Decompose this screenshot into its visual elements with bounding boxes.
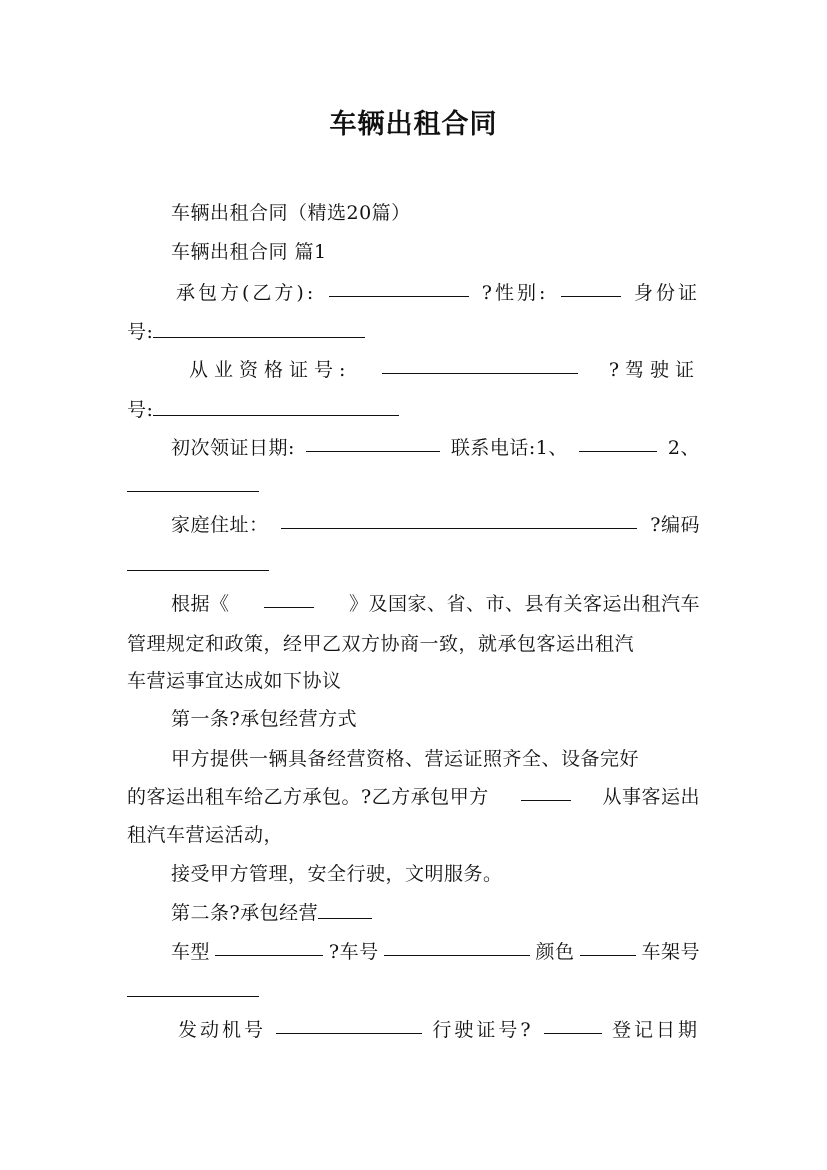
fill-blank — [318, 900, 372, 919]
address-blank — [281, 510, 637, 529]
label: 车架号 — [641, 941, 700, 963]
label: ?编码 — [650, 514, 700, 536]
label: 车型 — [171, 941, 211, 963]
text: 车辆出租合同 篇1 — [171, 241, 327, 263]
text: 租汽车营运活动， — [127, 824, 284, 846]
color-blank — [580, 937, 636, 956]
text: 第一条?承包经营方式 — [171, 708, 358, 730]
paragraph-line — [0, 859, 827, 886]
engine-blank — [276, 1015, 422, 1034]
date-phone-line — [171, 433, 700, 460]
label: 登记日期 — [611, 1019, 700, 1041]
text: 根据《 — [171, 593, 230, 615]
label: ?驾驶证 — [608, 359, 700, 381]
plate-blank — [384, 937, 530, 956]
label: 号: — [127, 399, 154, 421]
phone2-line — [0, 473, 827, 497]
id-blank — [153, 319, 365, 338]
engine-line — [178, 1015, 700, 1042]
section-heading — [0, 237, 827, 264]
text: 甲方提供一辆具备经营资格、营运证照齐全、设备完好 — [171, 748, 640, 770]
license-no-blank — [544, 1015, 602, 1034]
qualification-line — [189, 355, 700, 382]
chassis-line — [0, 978, 827, 1002]
label: ?性别: — [481, 282, 549, 304]
subtitle-line — [0, 198, 827, 225]
label: 承包方(乙方): — [176, 282, 317, 304]
qualification-blank — [382, 355, 578, 374]
text: 车辆出租合同（精选20篇） — [171, 202, 411, 224]
license-number-line — [0, 395, 827, 422]
label: 行驶证号? — [432, 1019, 534, 1041]
name-blank — [329, 278, 469, 297]
label: 初次领证日期: — [171, 437, 295, 459]
paragraph-line — [127, 782, 700, 809]
text: 》及国家、省、市、县有关客运出租汽车 — [348, 593, 700, 615]
label: ?车号 — [328, 941, 379, 963]
paragraph-line — [171, 744, 700, 771]
phone1-blank — [579, 433, 657, 452]
chassis-blank — [127, 978, 259, 997]
label: 颜色 — [535, 941, 575, 963]
date-blank — [306, 433, 440, 452]
paragraph-line — [127, 629, 700, 656]
law-blank — [264, 589, 314, 608]
text: 从事客运出 — [602, 786, 700, 808]
license-blank — [153, 397, 399, 416]
label: 发动机号 — [178, 1019, 267, 1041]
text: 管理规定和政策，经甲乙双方协商一致，就承包客运出租汽 — [127, 633, 635, 655]
fill-blank — [521, 782, 571, 801]
document-title: 车辆出租合同 — [329, 109, 498, 140]
postcode-line — [0, 552, 827, 576]
article-heading — [0, 898, 827, 925]
vehicle-line — [171, 937, 700, 964]
contractor-line — [176, 278, 700, 305]
paragraph-line — [0, 666, 827, 693]
label: 身份证 — [633, 282, 700, 304]
address-line — [171, 510, 700, 537]
article-heading — [0, 704, 827, 731]
paragraph-line — [0, 820, 827, 847]
gender-blank — [561, 278, 621, 297]
text: 接受甲方管理，安全行驶，文明服务。 — [171, 863, 503, 885]
text: 车营运事宜达成如下协议 — [127, 670, 342, 692]
text: 的客运出租车给乙方承包。?乙方承包甲方 — [127, 786, 489, 808]
label: 家庭住址： — [171, 514, 269, 536]
label: 号: — [127, 321, 154, 343]
model-blank — [215, 937, 323, 956]
postcode-blank — [127, 552, 269, 571]
id-number-line — [0, 317, 827, 344]
label: 联系电话:1、 — [450, 437, 568, 459]
label: 从业资格证号: — [189, 359, 352, 381]
paragraph-line — [171, 589, 700, 616]
text: 第二条?承包经营 — [171, 902, 319, 924]
phone2-blank — [127, 473, 259, 492]
label: 2、 — [667, 437, 700, 459]
